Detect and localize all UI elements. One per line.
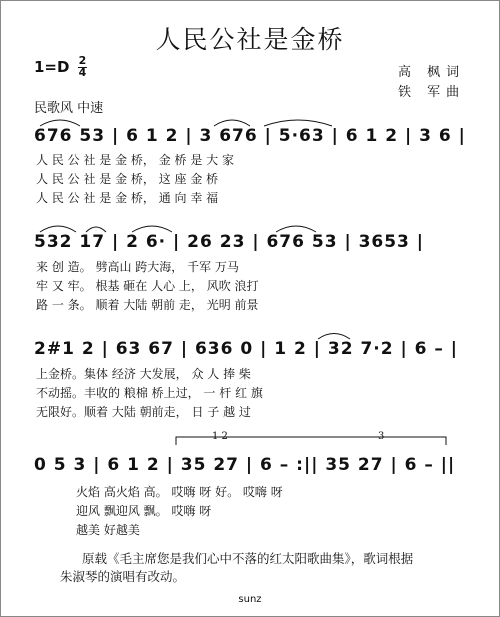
system-1-lyric-3: 人 民 公 社 是 金 桥， 通 向 幸 福 — [36, 191, 219, 205]
system-2-lyric-3: 路 一 条。 顺着 大陆 朝前 走， 光明 前景 — [36, 298, 259, 312]
system-1-lyric-2: 人 民 公 社 是 金 桥， 这 座 金 桥 — [36, 172, 219, 186]
slur-mark — [40, 226, 76, 232]
system-3-lyric-3: 无限好。顺着 大陆 朝前走， 日 子 越 过 — [36, 405, 251, 419]
slur-mark — [214, 120, 250, 126]
system-3-notes: 2#1 2 | 63 67 | 636 0 | 1 2 | 32 7·2 | 6 – | — [34, 339, 458, 359]
footnote-line-1: 原载《毛主席您是我们心中不落的红太阳歌曲集》，歌词根据 — [82, 551, 414, 566]
system-4-lyric-2: 迎风 飘迎风 飘。 哎嗨 呀 — [76, 504, 212, 518]
slur-mark — [132, 226, 172, 232]
volta-1-label: 1 2 — [212, 431, 228, 442]
system-2-lyric-2: 牢 又 牢。 根基 砸在 人心 上， 风吹 浪打 — [36, 279, 259, 293]
slur-mark — [86, 227, 106, 232]
song-title: 人民公社是金桥 — [155, 25, 345, 54]
slur-mark — [40, 120, 80, 126]
system-4-notes: 0 5 3 | 6 1 2 | 35 27 | 6 – :|| 35 27 | 6 – || — [34, 455, 456, 475]
system-2-notes: 532 17 | 2 6· | 26 23 | 676 53 | 3653 | — [34, 232, 425, 252]
time-signature-bottom: 4 — [78, 66, 87, 79]
volta-bracket — [324, 437, 446, 445]
system-1-notes: 676 53 | 6 1 2 | 3 676 | 5·63 | 6 1 2 | 3 6 | — [34, 126, 466, 146]
composer-credit: 铁 军曲 — [398, 85, 466, 100]
style-tempo: 民歌风 中速 — [34, 101, 104, 116]
system-3-lyric-2: 不动摇。丰收的 粮棉 桥上过， 一 杆 红 旗 — [36, 386, 263, 400]
slur-mark — [264, 120, 332, 126]
key-signature: 1=D — [34, 58, 70, 76]
system-4-lyric-3: 越美 好越美 — [76, 523, 140, 537]
system-3-lyric-1: 上金桥。集体 经济 大发展， 众 人 捧 柴 — [36, 367, 251, 381]
system-4-lyric-1: 火焰 高火焰 高。 哎嗨 呀 好。 哎嗨 呀 — [76, 485, 283, 499]
volta-bracket — [176, 437, 324, 445]
system-2-lyric-1: 来 创 造。 劈高山 跨大海， 千军 万马 — [36, 260, 239, 274]
slur-mark — [318, 334, 350, 340]
volta-2-label: 3 — [378, 431, 385, 442]
time-signature-top: 2 — [78, 54, 87, 67]
slur-mark — [276, 226, 316, 232]
signature: sunz — [238, 594, 262, 605]
system-1-lyric-1: 人 民 公 社 是 金 桥， 金 桥 是 大 家 — [36, 153, 234, 167]
lyricist-credit: 高 枫词 — [398, 65, 466, 80]
footnote-line-2: 朱淑琴的演唱有改动。 — [60, 569, 186, 584]
